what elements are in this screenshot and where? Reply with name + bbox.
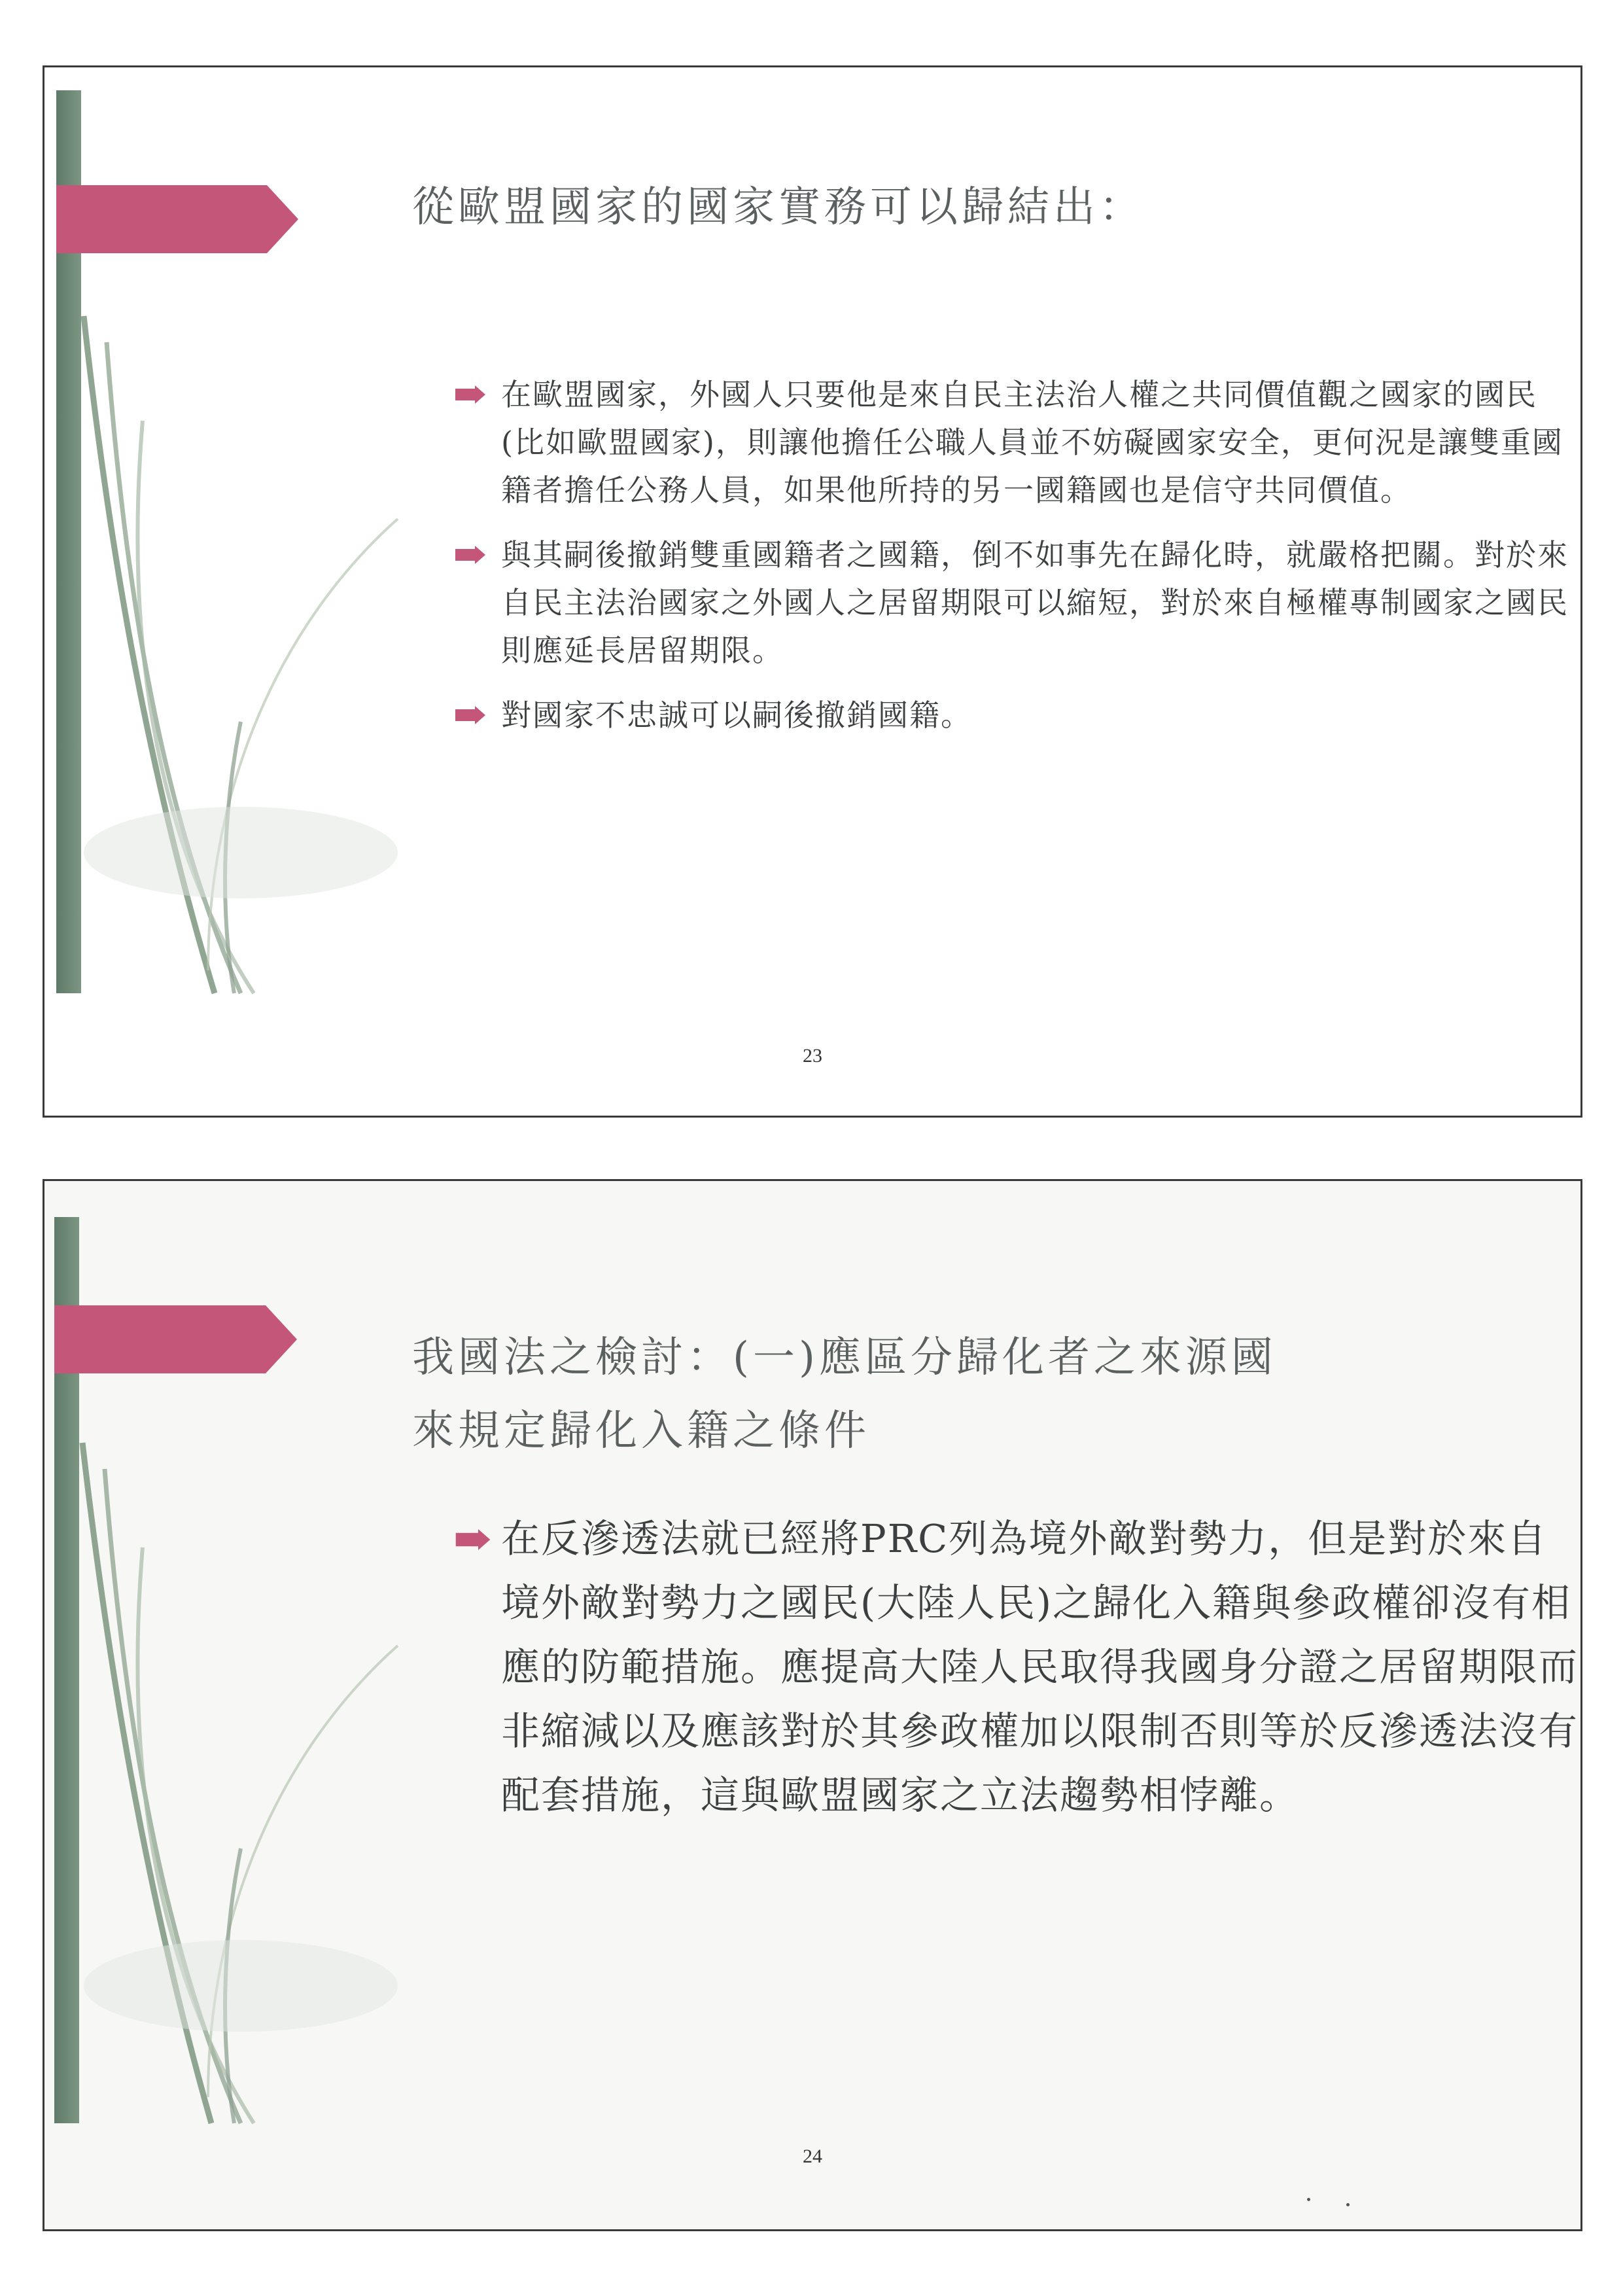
page-number: 23 (803, 1045, 822, 1067)
bullet-list (455, 1507, 1580, 1845)
bullet-list (455, 371, 1580, 756)
bullet-item (455, 371, 1580, 514)
bullet-item (455, 692, 1580, 739)
bullet-text: 與其嗣後撤銷雙重國籍者之國籍，倒不如事先在歸化時，就嚴格把關。對於來自民主法治國家之外國人之居留期限可以縮短，對於來自極權專制國家之國民則應延長居留期限。 (501, 537, 1569, 668)
leaf-decoration (44, 67, 450, 1118)
pink-arrow-bullet-icon (455, 1529, 491, 1550)
pink-arrow-banner-icon (54, 1305, 297, 1373)
pink-arrow-bullet-icon (455, 385, 485, 404)
leaf-decoration (44, 1181, 450, 2231)
slide-title-line: 來規定歸化入籍之條件 (412, 1407, 870, 1455)
soft-shadow (84, 807, 398, 898)
slide-title (412, 1321, 1277, 1468)
slide-24 (43, 1179, 1582, 2231)
bullet-text: 對國家不忠誠可以嗣後撤銷國籍。 (501, 698, 972, 733)
slide-23 (43, 65, 1582, 1118)
bullet-text: 在歐盟國家，外國人只要他是來自民主法治人權之共同價值觀之國家的國民(比如歐盟國家)，則讓他擔任公職人員並不妨礙國家安全，更何況是讓雙重國籍者擔任公務人員，如果他所持的另一國籍國也是信守共同價值。 (501, 377, 1563, 508)
scan-speck (1307, 2198, 1310, 2201)
soft-shadow (84, 1940, 398, 2032)
slide-title-line: 我國法之檢討：(一)應區分歸化者之來源國 (412, 1333, 1277, 1382)
bullet-item (455, 1507, 1580, 1828)
scan-speck (1346, 2203, 1350, 2206)
pink-arrow-bullet-icon (455, 706, 485, 724)
pink-arrow-bullet-icon (455, 546, 485, 564)
pink-arrow-banner-icon (56, 185, 298, 253)
bullet-text: 在反滲透法就已經將PRC列為境外敵對勢力，但是對於來自境外敵對勢力之國民(大陸人民)之歸化入籍與參政權卻沒有相應的防範措施。應提高大陸人民取得我國身分證之居留期限而非縮減以及應該對於其參政權加以限制否則等於反滲透法沒有配套措施，這與歐盟國家之立法趨勢相悖離。 (501, 1516, 1579, 1818)
slide-title: 從歐盟國家的國家實務可以歸結出： (412, 183, 1145, 232)
page-number: 24 (803, 2146, 822, 2167)
bullet-item (455, 531, 1580, 675)
